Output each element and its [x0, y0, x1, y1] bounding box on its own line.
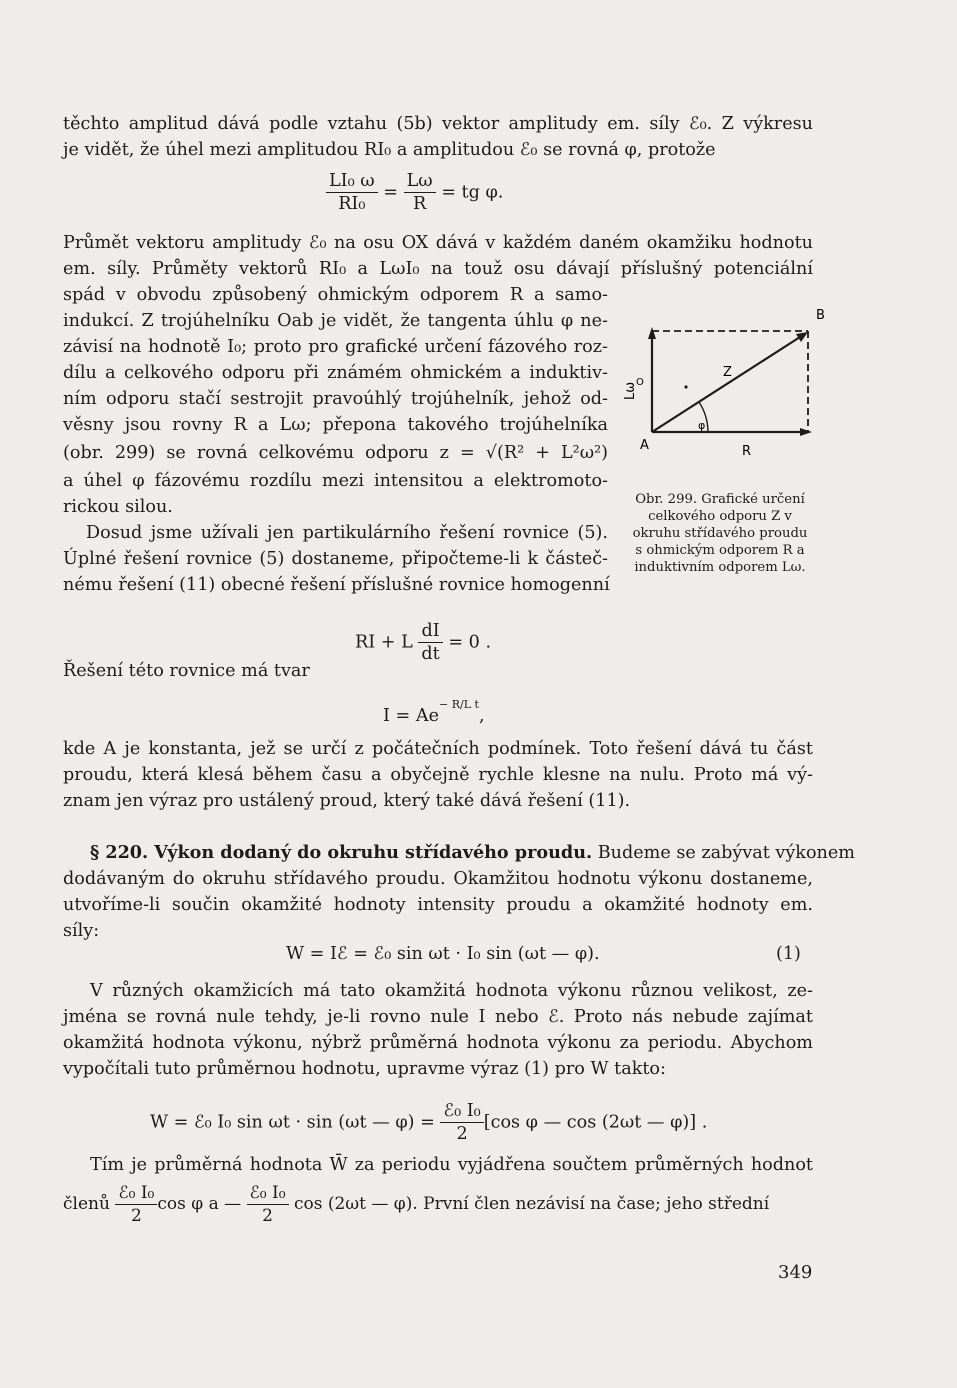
eq-den: dt — [421, 644, 440, 664]
eq-den: RI₀ — [338, 194, 366, 214]
arrowhead — [800, 428, 812, 436]
section-title: § 220. Výkon dodaný do okruhu střídavého proudu. — [90, 842, 593, 863]
section-first-line: Budeme se zabývat výkonem — [592, 843, 855, 863]
dot — [684, 385, 687, 388]
eq-tail: , — [478, 705, 485, 726]
text-line: je vidět, že úhel mezi amplitudou RI₀ a amplitudou ℰ₀ se rovná φ, protože — [63, 140, 716, 160]
label-r: R — [742, 444, 752, 459]
text-line: utvoříme-li součin okamžité hodnoty intensity proudu a okamžité hodnoty em. — [63, 895, 813, 915]
text-line: Průmět vektoru amplitudy ℰ₀ na osu OX dává v každém daném okamžiku hodnotu — [63, 233, 813, 253]
text-line: Dosud jsme užívali jen partikulárního řešení rovnice (5). — [86, 523, 608, 543]
eq-left: W = ℰ₀ I₀ sin ωt · sin (ωt — φ) = — [150, 1112, 435, 1133]
text-line: ním odporu stačí sestrojit pravoúhlý trojúhelník, jehož od- — [63, 389, 608, 409]
text-line: dílu a celkového odporu při známém ohmickém a induktiv- — [63, 363, 608, 383]
eq-num: ℰ₀ I₀ — [115, 1182, 157, 1205]
figure-299 — [620, 305, 825, 459]
text-line: dodávaným do okruhu střídavého proudu. Okamžitou hodnotu výkonu dostaneme, — [63, 869, 813, 889]
eq-right: = 0 . — [448, 632, 492, 653]
last-b: cos φ a — — [157, 1194, 242, 1214]
text-line: znam jen výraz pro ustálený proud, který také dává řešení (11). — [63, 791, 631, 811]
text-line: a úhel φ fázovému rozdílu mezi intensitou a elektromoto- — [63, 471, 608, 491]
text-line: indukcí. Z trojúhelníku Oab je vidět, že tangenta úhlu φ ne- — [63, 311, 608, 331]
text-line: Úplné řešení rovnice (5) dostaneme, připočteme-li k částeč- — [63, 549, 608, 569]
eq-num: ℰ₀ I₀ — [440, 1100, 483, 1123]
equation-tg: $\frac{\text{LI₀ ω}}{\text{RI₀}}$ = $\frac{L\omega}{R}$ = tg φ. — [326, 170, 503, 215]
arrowhead — [648, 327, 656, 339]
text-line: závisí na hodnotě I₀; proto pro grafické určení fázového roz- — [63, 337, 608, 357]
eq-rhs: = tg φ. — [441, 182, 504, 203]
equation-exponential — [383, 700, 485, 727]
last-line — [63, 1182, 769, 1227]
label-lomega: Lω — [623, 381, 638, 400]
eq-exponent: − R/L t — [439, 698, 479, 711]
text-line: proudu, která klesá během času a obyčejně rychle klesne na nulu. Proto má vý- — [63, 765, 813, 785]
arrowhead — [796, 332, 808, 342]
section-heading-line — [90, 840, 855, 866]
equation-power: W = Iℰ = ℰ₀ sin ωt · I₀ sin (ωt — φ). — [286, 944, 600, 964]
eq-den: R — [412, 194, 427, 214]
last-c: cos (2ωt — φ). První člen nezávisí na čase; jeho střední — [293, 1194, 770, 1214]
text-line: nému řešení (11) obecné řešení příslušné rovnice homogenní — [63, 575, 610, 595]
text-line: Řešení této rovnice má tvar — [63, 661, 310, 681]
eq-den: 2 — [262, 1206, 273, 1226]
eq-num: LI₀ ω — [326, 170, 378, 193]
equation-average — [150, 1100, 707, 1145]
eq-left: RI + L — [355, 632, 413, 653]
text-line: věsny jsou rovny R a Lω; přepona takového trojúhelníka — [63, 415, 608, 435]
text-line: těchto amplitud dává podle vztahu (5b) vektor amplitudy em. síly ℰ₀. Z výkresu — [63, 114, 813, 134]
text-line: em. síly. Průměty vektorů RI₀ a LωI₀ na touž osu dávají příslušný potenciální — [63, 259, 813, 279]
label-a: A — [640, 438, 649, 453]
text-line: síly: — [63, 921, 100, 941]
label-z: Z — [723, 365, 732, 380]
eq-num: ℰ₀ I₀ — [247, 1182, 289, 1205]
vector-z — [652, 337, 800, 432]
text-line: Tím je průměrná hodnota W̄ za periodu vyjádřena součtem průměrných hodnot — [90, 1155, 813, 1175]
text-line: (obr. 299) se rovná celkovému odporu z = √(R² + L²ω²) — [63, 443, 608, 463]
figure-caption: Obr. 299. Grafické určení celkového odporu Z v okruhu střídavého proudu s ohmickým odporem R a induktivním odporem Lω. — [632, 492, 808, 575]
eq-base: I = Ae — [383, 705, 439, 726]
eq-den: 2 — [130, 1206, 142, 1226]
last-a: členů — [63, 1194, 110, 1214]
label-b: B — [816, 308, 825, 323]
text-line: kde A je konstanta, jež se určí z počátečních podmínek. Toto řešení dává tu část — [63, 739, 813, 759]
eq-right: [cos φ — cos (2ωt — φ)] . — [483, 1112, 708, 1133]
text-line: okamžitá hodnota výkonu, nýbrž průměrná hodnota výkonu za periodu. Abychom — [63, 1033, 813, 1053]
eq-den: 2 — [456, 1124, 468, 1144]
equation-number: (1) — [776, 944, 801, 964]
text-line: vypočítali tuto průměrnou hodnotu, upravme výraz (1) pro W takto: — [63, 1059, 666, 1079]
text-line: spád v obvodu způsobený ohmickým odporem R a samo- — [63, 285, 608, 305]
eq-num: Lω — [404, 170, 436, 193]
text-line: jména se rovná nule tehdy, je-li rovno nule I nebo ℰ. Proto nás nebude zajímat — [63, 1007, 813, 1027]
text-line: rickou silou. — [63, 497, 173, 517]
label-phi: φ — [698, 419, 706, 432]
eq-num: dI — [418, 620, 442, 643]
page-number: 349 — [778, 1262, 813, 1283]
label-o: O — [636, 377, 644, 388]
text-line: V různých okamžicích má tato okamžitá hodnota výkonu různou velikost, ze- — [90, 981, 813, 1001]
